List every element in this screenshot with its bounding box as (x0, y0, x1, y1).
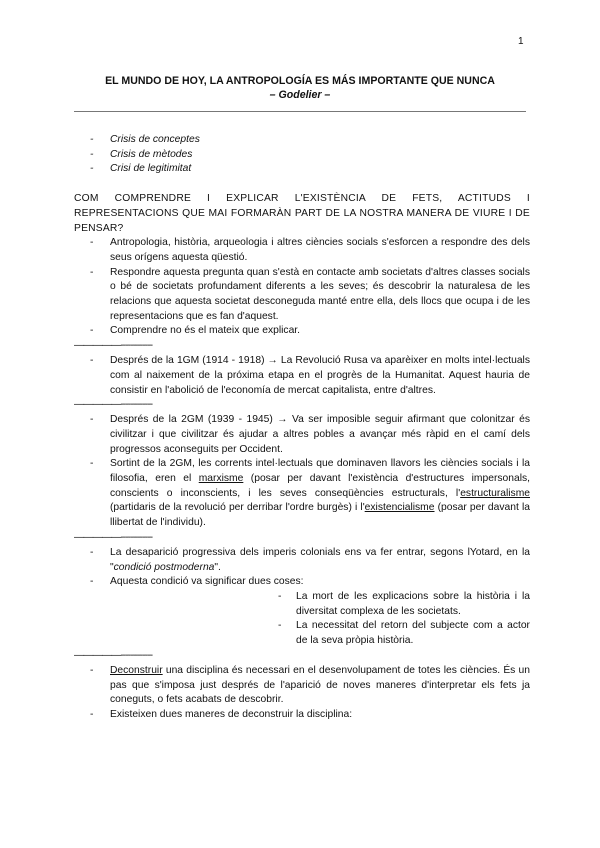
text-fragment: una disciplina és necessari en el desenvolupament de totes les ciències. És un pas que s'imposa just després de l'aparició de noves maneres d'interpretar els fets ja coneguts, o fets acabats de descobrir. (110, 664, 530, 706)
list-item: - Aquesta condició va significar dues coses: (74, 575, 530, 590)
text-fragment: La desaparició progressiva dels imperis colonials ens va fer entrar, segons lYotard, en la " (110, 546, 530, 573)
crisis-item: - Crisi de legitimitat (74, 162, 530, 177)
term-existencialisme: existencialisme (364, 502, 435, 514)
document-author: – Godelier – (269, 89, 331, 101)
section-4-sublist (272, 590, 530, 649)
document-title: EL MUNDO DE HOY, LA ANTROPOLOGÍA ES MÁS IMPORTANTE QUE NUNCA (105, 75, 495, 87)
crisis-list (74, 133, 530, 177)
list-item (74, 546, 530, 575)
section-separator: —————------------- (74, 531, 153, 543)
sub-list-item: - La mort de les explicacions sobre la història i la diversitat complexa de les societats. (272, 590, 530, 619)
list-item (74, 664, 530, 708)
list-item: - Existeixen dues maneres de deconstruir la disciplina: (74, 708, 530, 723)
crisis-item: - Crisis de conceptes (74, 133, 530, 148)
list-item (74, 457, 530, 531)
list-item: - Després de la 1GM (1914 - 1918) → La Revolució Rusa va aparèixer en molts intel·lectuals com al naixement de la próxima etapa en el progrès de la Humanitat. Aquest hauria de consistir en l'abolició de l'economía de mercat capitalista, entre d'altres. (74, 354, 530, 398)
crisis-item: - Crisis de mètodes (74, 148, 530, 163)
text-fragment: (posar per davant la llibertat de l'individu). (110, 502, 530, 529)
section-separator: —————------------- (74, 399, 153, 411)
section-5-list (74, 664, 530, 723)
main-question: COM COMPRENDRE I EXPLICAR L'EXISTÈNCIA DE FETS, ACTITUDS I REPRESENTACIONS QUE MAI FORMARÀN PART DE LA NOSTRA MANERA DE VIURE I DE PENSAR? (74, 193, 530, 234)
document-body (74, 133, 530, 723)
list-item: - Antropologia, història, arqueologia i altres ciències socials s'esforcen a respondre des dels seus orígens aquesta qüestió. (74, 236, 530, 265)
term-condicio-postmoderna: condició postmoderna (113, 561, 215, 573)
text-fragment: Sortint de la 2GM, les corrents intel·lectuals que dominaven llavors les ciències socials i la filosofia, eren el (110, 458, 530, 485)
list-item: - Comprendre no és el mateix que explicar. (74, 324, 530, 339)
list-item: - Després de la 2GM (1939 - 1945) → Va ser imposible seguir afirmant que colonitzar és civilitzar i que civilitzar és ajudar a altres pobles a avançar més ràpid en el camí dels progressos aconseguits per Occident. (74, 413, 530, 457)
section-3-list (74, 413, 530, 531)
title-block (74, 74, 526, 102)
text-fragment: (posar per davant l'existència d'estructures impersonals, conscients o inconscients, i les seves conseqüències estructurals, l' (110, 473, 530, 499)
section-4-list (74, 546, 530, 590)
section-2-list (74, 354, 530, 398)
section-separator: —————------------- (74, 340, 153, 352)
list-item: - Respondre aquesta pregunta quan s'està en contacte amb societats d'altres classes socials o bé de societats profundament diferents a les seves; és descobrir la naturalesa de les relacions que aquesta societat desconeguda manté entre ella, dels llocs que ocupa i de les representacions que es fan d'aquest. (74, 266, 530, 325)
text-fragment: ". (214, 561, 221, 573)
term-marxisme: marxisme (198, 473, 244, 485)
sub-list-item: - La necessitat del retorn del subjecte com a actor de la seva pròpia història. (272, 619, 530, 648)
section-1-list (74, 236, 530, 339)
section-separator: —————------------- (74, 649, 153, 661)
title-divider (74, 111, 526, 112)
term-deconstruir: Deconstruir (110, 664, 163, 676)
text-fragment: (partidaris de la revolució per derribar l'ordre burgès) i l' (110, 502, 365, 514)
term-estructuralisme: estructuralisme (460, 487, 530, 499)
page-number: 1 (518, 36, 524, 47)
